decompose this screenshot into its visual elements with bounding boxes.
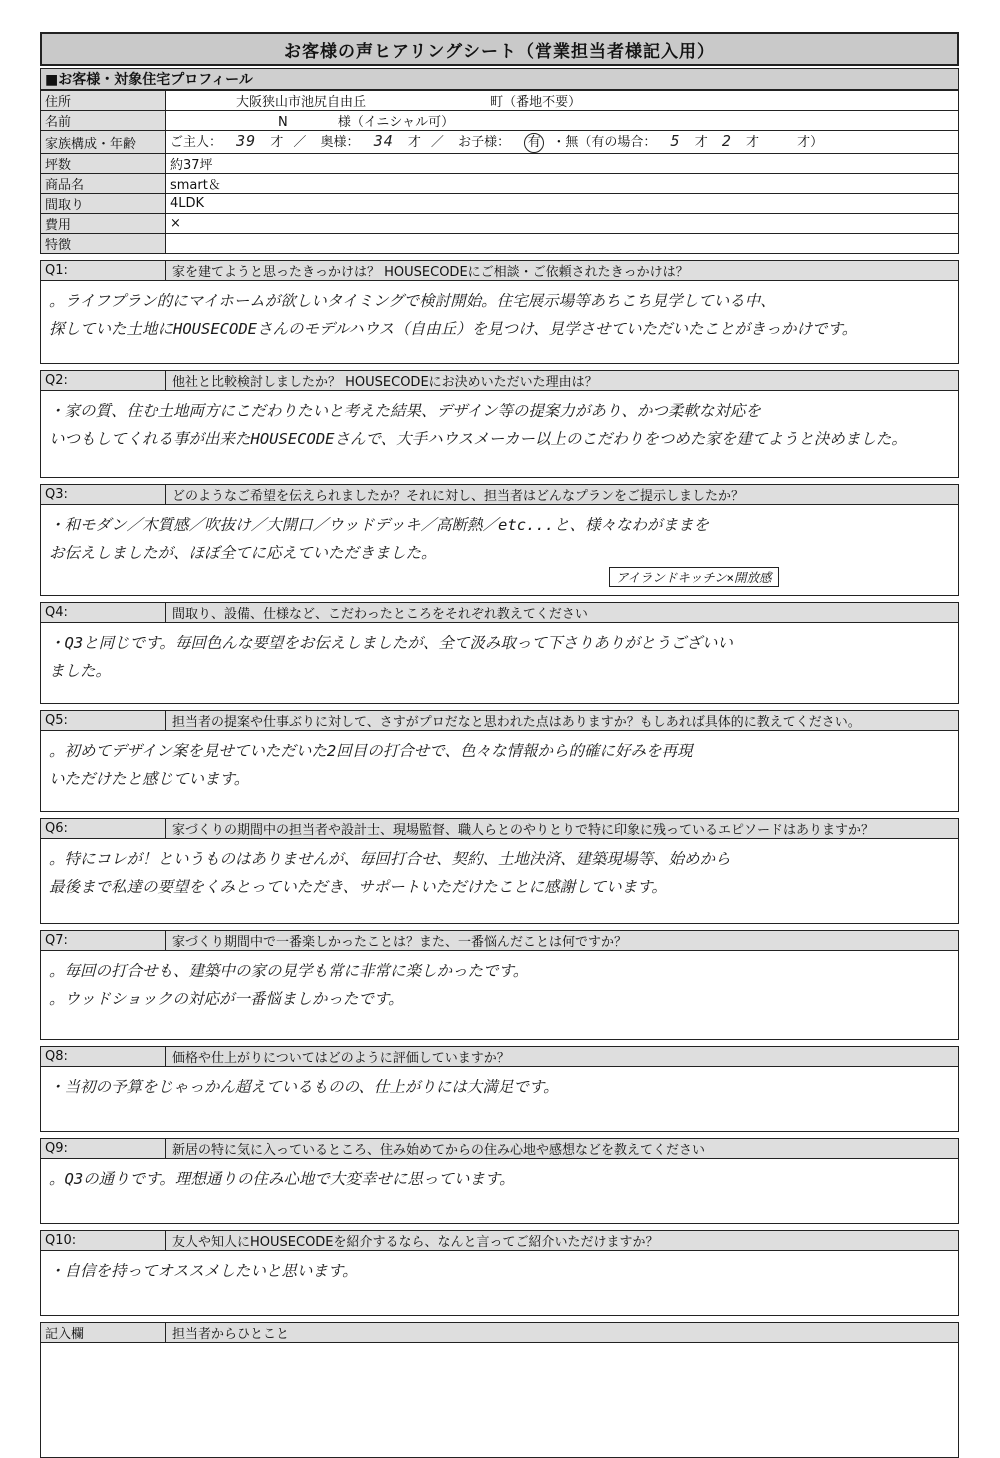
answer-line: 。ライフプラン的にマイホームが欲しいタイミングで検討開始。住宅展示場等あちこち見学している中、 [49, 292, 776, 310]
question-block [40, 484, 959, 596]
question-header [41, 1047, 958, 1067]
address-suffix: 町（番地不要） [490, 95, 582, 110]
question-block [40, 1046, 959, 1132]
answer-line: いつもしてくれる事が出来たHOUSECODEさんで、大手ハウスメーカー以上のこだわりをつめた家を建てようと決めました。 [49, 430, 907, 448]
answer-area [41, 281, 958, 363]
question-number: Q9: [41, 1139, 166, 1158]
tsubo-label: 坪数 [41, 154, 166, 174]
question-block [40, 818, 959, 924]
answer-line: ・家の質、住む土地両方にこだわりたいと考えた結果、デザイン等の提案力があり、かつ柔軟な対応を [49, 402, 761, 420]
answer-area [41, 839, 958, 923]
address-value: 大阪狭山市池尻自由丘 [236, 95, 367, 110]
wife-age-unit: 才 [407, 135, 421, 150]
kid1-age-unit: 才 [694, 135, 708, 150]
layout-value: 4LDK [166, 194, 959, 214]
question-header [41, 819, 958, 839]
question-header [41, 931, 958, 951]
question-text: 友人や知人にHOUSECODEを紹介するなら、なんと言ってご紹介いただけますか？ [166, 1231, 958, 1250]
question-block [40, 1322, 959, 1458]
answer-area [41, 505, 958, 595]
question-number: Q2: [41, 371, 166, 390]
feature-value [166, 234, 959, 254]
question-header [41, 261, 958, 281]
wife-label: 奥様： [320, 135, 360, 150]
question-number: Q7: [41, 931, 166, 950]
question-number: Q4: [41, 603, 166, 622]
kids-no: ・無（有の場合： [552, 135, 657, 150]
product-label: 商品名 [41, 174, 166, 194]
question-block [40, 260, 959, 364]
profile-table [40, 90, 959, 254]
kids-yes-circled: 有 [524, 133, 544, 153]
answer-line: 。ウッドショックの対応が一番悩ましかったです。 [49, 990, 404, 1008]
kid2-age-unit: 才 [746, 135, 760, 150]
question-text: 新居の特に気に入っているところ、住み始めてからの住み心地や感想などを教えてください [166, 1139, 958, 1158]
question-block [40, 710, 959, 812]
answer-line: お伝えしましたが、ほぼ全てに応えていただきました。 [49, 544, 437, 562]
answer-area [41, 623, 958, 703]
question-header [41, 485, 958, 505]
answer-line: ました。 [49, 662, 112, 680]
question-header [41, 1231, 958, 1251]
question-number: Q1: [41, 261, 166, 280]
question-header [41, 1323, 958, 1343]
question-text: 他社と比較検討しましたか？ HOUSECODEにお決めいただいた理由は？ [166, 371, 958, 390]
answer-line: 最後まで私達の要望をくみとっていただき、サポートいただけたことに感謝しています。 [49, 878, 667, 896]
question-block [40, 1138, 959, 1224]
answer-line: いただけたと感じています。 [49, 770, 250, 788]
answer-line: 。毎回の打合せも、建築中の家の見学も常に非常に楽しかったです。 [49, 962, 529, 980]
question-text: 価格や仕上がりについてはどのように評価していますか？ [166, 1047, 958, 1066]
question-number: Q10: [41, 1231, 166, 1250]
answer-area [41, 1251, 958, 1315]
question-block [40, 1230, 959, 1316]
answer-line: ・Q3と同じです。毎回色んな要望をお伝えしましたが、全て汲み取って下さりありがとうございい [49, 634, 733, 652]
feature-label: 特徴 [41, 234, 166, 254]
answer-area [41, 1159, 958, 1223]
question-text: 担当者からひとこと [166, 1323, 958, 1342]
husband-age-unit: 才 [270, 135, 284, 150]
answer-line: ・自信を持ってオススメしたいと思います。 [49, 1262, 358, 1280]
profile-row-feature [41, 234, 959, 254]
profile-row-tsubo [41, 154, 959, 174]
name-label: 名前 [41, 111, 166, 131]
kids-label: お子様： [458, 135, 511, 150]
tsubo-value: 約37坪 [166, 154, 959, 174]
hearing-sheet [40, 32, 959, 1458]
name-suffix: 様（イニシャル可） [337, 115, 455, 130]
profile-row-name [41, 111, 959, 131]
answer-area [41, 391, 958, 477]
name-initial: N [278, 115, 288, 130]
profile-row-cost [41, 214, 959, 234]
profile-row-address [41, 91, 959, 111]
profile-row-family: 家族構成・年齢 ご主人： 39 才 ／ 奥様： 34 才 ／ お子様： 有 ・無（有の場合： 5 才 2 才 才） [41, 131, 959, 154]
question-block [40, 602, 959, 704]
answer-line: 。初めてデザイン案を見せていただいた2回目の打合せで、色々な情報から的確に好みを再現 [49, 742, 693, 760]
answer-line: 。特にコレが！というものはありませんが、毎回打合せ、契約、土地決済、建築現場等、始めから [49, 850, 731, 868]
question-text: 家づくりの期間中の担当者や設計士、現場監督、職人らとのやりとりで特に印象に残っているエピソードはありますか？ [166, 819, 958, 838]
question-header [41, 603, 958, 623]
question-header [41, 371, 958, 391]
wife-age: 34 [373, 132, 394, 150]
question-list [40, 260, 959, 1458]
question-text: 家づくり期間中で一番楽しかったことは？また、一番悩んだことは何ですか？ [166, 931, 958, 950]
kid2-age: 2 [721, 132, 732, 150]
answer-line: 探していた土地にHOUSECODEさんのモデルハウス（自由丘）を見つけ、見学させていただいたことがきっかけです。 [49, 320, 858, 338]
product-value: smart＆ [166, 174, 959, 194]
sheet-title: お客様の声ヒアリングシート（営業担当者様記入用） [40, 32, 959, 66]
husband-label: ご主人： [170, 135, 223, 150]
answer-line: 。Q3の通りです。理想通りの住み心地で大変幸せに思っています。 [49, 1170, 515, 1188]
question-number: Q3: [41, 485, 166, 504]
family-label: 家族構成・年齢 [41, 131, 166, 154]
question-block [40, 930, 959, 1040]
question-text: 担当者の提案や仕事ぶりに対して、さすがプロだなと思われた点はありますか？もしあれば具体的に教えてください。 [166, 711, 958, 730]
profile-row-product [41, 174, 959, 194]
question-number: Q6: [41, 819, 166, 838]
question-number: Q5: [41, 711, 166, 730]
address-label: 住所 [41, 91, 166, 111]
question-block [40, 370, 959, 478]
answer-area [41, 1067, 958, 1131]
answer-line: ・当初の予算をじゃっかん超えているものの、仕上がりには大満足です。 [49, 1078, 559, 1096]
kid1-age: 5 [670, 132, 681, 150]
question-text: 間取り、設備、仕様など、こだわったところをそれぞれ教えてください [166, 603, 958, 622]
profile-row-layout [41, 194, 959, 214]
question-number: Q8: [41, 1047, 166, 1066]
question-number: 記入欄 [41, 1323, 166, 1342]
answer-line: ・和モダン／木質感／吹抜け／大開口／ウッドデッキ／高断熱／etc...と、様々なわがままを [49, 516, 710, 534]
profile-heading: ■お客様・対象住宅プロフィール [40, 68, 959, 90]
answer-area [41, 1343, 958, 1457]
answer-area [41, 951, 958, 1039]
cost-value: × [166, 214, 959, 234]
husband-age: 39 [236, 132, 257, 150]
layout-label: 間取り [41, 194, 166, 214]
answer-area [41, 731, 958, 811]
cost-label: 費用 [41, 214, 166, 234]
question-text: 家を建てようと思ったきっかけは？ HOUSECODEにご相談・ご依頼されたきっかけは？ [166, 261, 958, 280]
question-header [41, 711, 958, 731]
question-header [41, 1139, 958, 1159]
kids-close: 才） [797, 135, 824, 150]
question-text: どのようなご希望を伝えられましたか？それに対し、担当者はどんなプランをご提示しましたか？ [166, 485, 958, 504]
answer-note: アイランドキッチン×開放感 [609, 567, 779, 587]
